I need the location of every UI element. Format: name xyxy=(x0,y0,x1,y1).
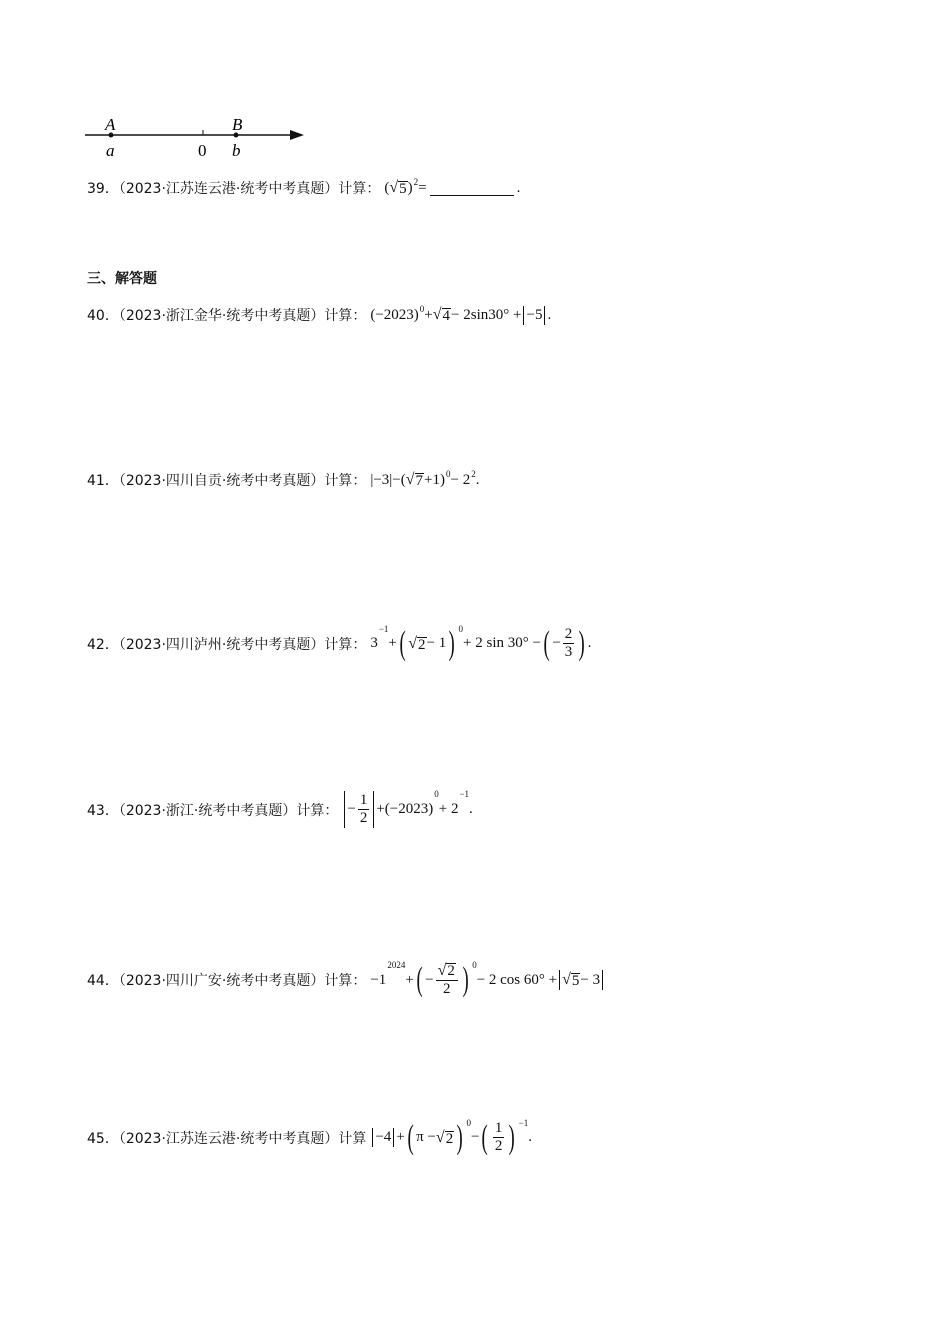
parenthesized-group xyxy=(405,1118,466,1156)
radicand: 2 xyxy=(447,963,455,979)
left-paren: ( xyxy=(543,624,550,662)
answer-blank xyxy=(430,181,514,196)
question-41 xyxy=(87,470,479,490)
exponent: −1 xyxy=(378,624,389,634)
math-expression xyxy=(370,626,591,661)
question-prefix: 39．（2023·江苏连云港·统考中考真题）计算： xyxy=(87,181,381,197)
radical-sign: √ xyxy=(432,306,442,323)
math-expression xyxy=(370,962,605,998)
fraction xyxy=(358,792,370,827)
parenthesized-group xyxy=(479,1120,517,1155)
math-text: −1 xyxy=(370,971,387,988)
math-text: +1) xyxy=(424,471,446,488)
fraction xyxy=(436,962,458,998)
square-root xyxy=(408,635,426,653)
paren-content xyxy=(425,962,460,998)
square-root xyxy=(433,306,451,324)
math-text: . xyxy=(528,1129,532,1145)
math-text: |−3|−( xyxy=(370,471,406,488)
math-expression xyxy=(370,1120,532,1155)
exponent: 0 xyxy=(446,469,451,479)
radicand: 5 xyxy=(399,181,407,197)
question-prefix: 42．（2023·四川泸州·统考中考真题）计算： xyxy=(87,636,367,653)
label-b: b xyxy=(232,141,241,160)
math-text: − xyxy=(552,635,561,651)
numerator xyxy=(358,792,370,810)
math-text: 3 xyxy=(564,644,573,660)
radical-sign: √ xyxy=(435,1128,445,1146)
arrow-icon xyxy=(290,130,304,140)
math-text: −4 xyxy=(375,1129,392,1145)
math-text: − xyxy=(347,801,356,817)
square-root xyxy=(389,179,407,197)
square-root xyxy=(562,971,580,989)
radical-sign: √ xyxy=(408,634,417,652)
math-text: − 3 xyxy=(580,971,601,988)
paren-content xyxy=(491,1120,507,1155)
question-prefix: 40．（2023·浙江金华·统考中考真题）计算： xyxy=(87,308,367,324)
math-text: + 2 sin 30° − xyxy=(463,635,541,651)
math-text: ) xyxy=(407,179,413,196)
section-heading: 三、解答题 xyxy=(87,271,157,287)
left-paren: ( xyxy=(407,1118,414,1156)
math-expression xyxy=(370,303,552,325)
question-43 xyxy=(87,791,473,828)
denominator xyxy=(495,1138,503,1155)
denominator xyxy=(360,810,368,827)
exponent: −1 xyxy=(459,789,470,799)
fraction xyxy=(493,1120,505,1155)
square-root xyxy=(406,471,424,489)
label-zero: 0 xyxy=(198,141,207,160)
right-paren: ) xyxy=(508,1118,516,1156)
math-text: − 2 cos 60° + xyxy=(476,971,558,988)
numerator xyxy=(436,962,458,981)
radicand: 2 xyxy=(445,1130,454,1147)
question-prefix: 41．（2023·四川自贡·统考中考真题）计算： xyxy=(87,473,367,489)
point-b-label: B xyxy=(232,115,243,134)
question-prefix: 45．（2023·江苏连云港·统考中考真题）计算 xyxy=(87,1130,367,1147)
absolute-value xyxy=(523,306,545,325)
math-text: 3 xyxy=(370,635,378,651)
parenthesized-group xyxy=(397,624,458,662)
point-a-label: A xyxy=(105,115,116,134)
math-text: . xyxy=(587,635,592,651)
radicand: 2 xyxy=(418,636,426,653)
math-text: +(−2023) xyxy=(376,801,434,817)
math-text: . xyxy=(516,179,521,196)
absolute-value xyxy=(344,791,374,828)
math-text: − 1 xyxy=(426,635,447,651)
exponent: 2 xyxy=(471,469,476,479)
math-text: + xyxy=(396,1129,405,1145)
paren-content xyxy=(552,626,576,661)
question-prefix: 44．（2023·四川广安·统考中考真题）计算： xyxy=(87,973,367,989)
parenthesized-group xyxy=(414,962,471,998)
math-text: 2 xyxy=(359,810,368,826)
denominator xyxy=(443,981,451,998)
question-42 xyxy=(87,626,591,661)
radical-sign: √ xyxy=(562,971,571,988)
math-text: π − xyxy=(416,1129,436,1145)
absolute-value xyxy=(559,970,603,990)
math-text: + xyxy=(405,971,414,988)
math-text: − xyxy=(471,1129,480,1145)
question-45 xyxy=(87,1120,532,1155)
math-text: = xyxy=(418,179,427,196)
exponent: 0 xyxy=(472,960,477,970)
math-text: 1 xyxy=(494,1120,503,1136)
radical-sign: √ xyxy=(389,179,399,196)
label-a: a xyxy=(106,141,115,160)
math-text: + xyxy=(424,306,433,323)
radicand: 4 xyxy=(442,308,451,324)
left-paren: ( xyxy=(416,961,423,998)
question-prefix: 43．（2023·浙江·统考中考真题）计算： xyxy=(87,802,339,819)
denominator xyxy=(565,644,573,661)
radical-sign: √ xyxy=(405,471,415,488)
math-text: ( xyxy=(384,179,390,196)
parenthesized-group xyxy=(541,626,588,661)
exponent: 2 xyxy=(413,177,419,187)
math-text: 2 xyxy=(494,1138,503,1154)
math-text: (−2023) xyxy=(370,306,419,323)
numerator xyxy=(563,626,575,644)
math-text: − xyxy=(425,971,434,988)
question-44 xyxy=(87,962,605,998)
math-text: − 2 xyxy=(450,471,471,488)
math-text: . xyxy=(547,306,552,323)
numerator xyxy=(493,1120,505,1138)
radicand: 7 xyxy=(415,473,424,489)
exponent: 0 xyxy=(419,303,425,314)
math-text: 2 xyxy=(442,981,451,997)
square-root xyxy=(436,1129,454,1147)
radicand: 5 xyxy=(571,973,580,989)
math-expression xyxy=(370,471,479,489)
right-paren: ) xyxy=(448,624,455,662)
right-paren: ) xyxy=(462,961,469,998)
math-text: − 2sin30° + xyxy=(451,306,522,323)
math-text: 2 xyxy=(564,626,573,642)
math-text: + xyxy=(388,635,397,651)
exponent: 0 xyxy=(434,789,439,799)
math-text: + 2 xyxy=(438,801,459,817)
radical-sign: √ xyxy=(437,962,447,979)
exponent: −1 xyxy=(518,1118,529,1128)
exponent: 0 xyxy=(458,624,464,634)
question-39 xyxy=(87,178,520,198)
absolute-value xyxy=(372,1128,394,1147)
left-paren: ( xyxy=(399,624,406,662)
left-paren: ( xyxy=(482,1118,489,1156)
square-root xyxy=(438,962,456,979)
math-text: . xyxy=(475,471,480,488)
paren-content xyxy=(408,635,446,653)
exponent: 0 xyxy=(466,1118,472,1128)
right-paren: ) xyxy=(578,624,586,662)
math-text: −5 xyxy=(526,306,543,323)
exponent: 2024 xyxy=(387,960,406,970)
math-expression xyxy=(342,791,472,828)
right-paren: ) xyxy=(456,1118,463,1156)
fraction xyxy=(563,626,575,661)
number-line-figure xyxy=(80,112,320,164)
paren-content xyxy=(416,1129,454,1147)
question-40 xyxy=(87,305,551,325)
math-text: 1 xyxy=(359,792,368,808)
math-text: . xyxy=(469,801,473,817)
math-expression xyxy=(384,179,520,197)
